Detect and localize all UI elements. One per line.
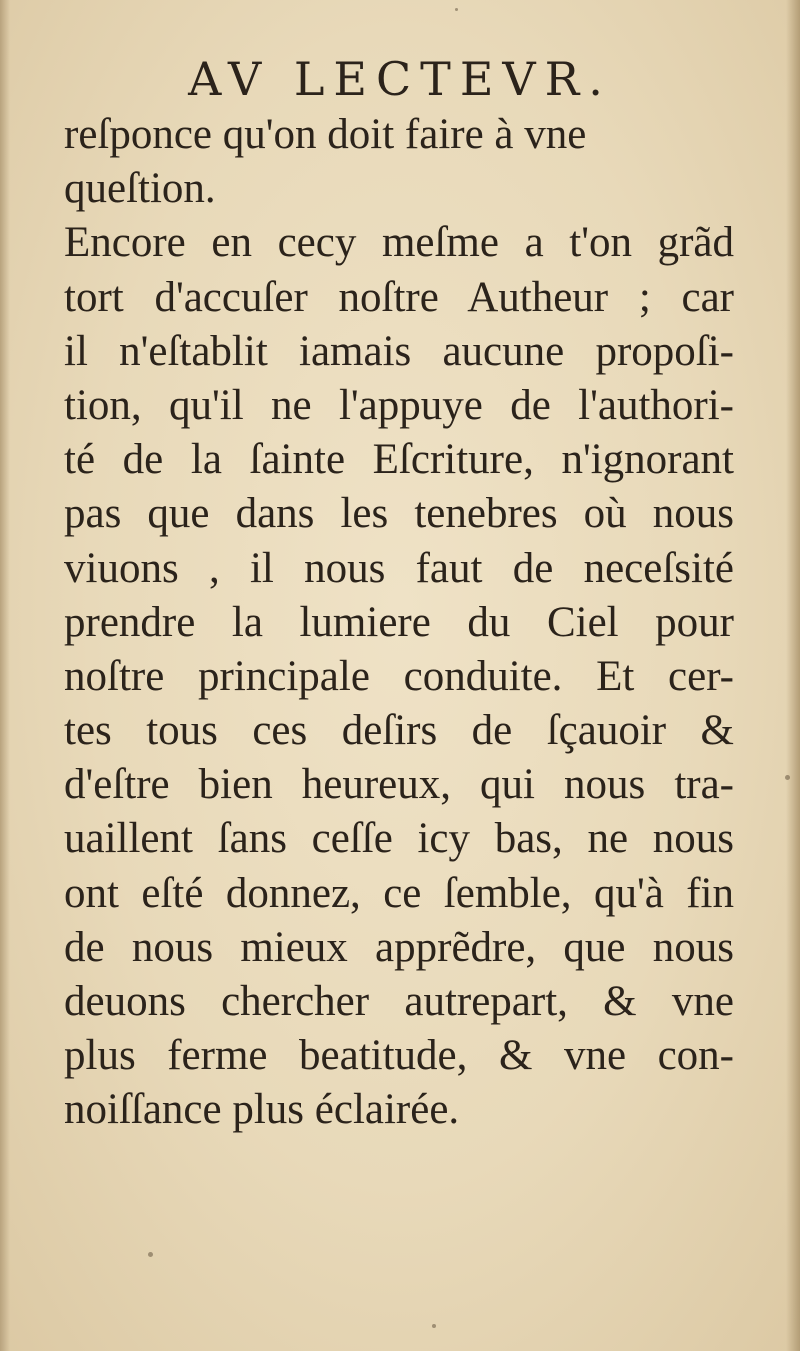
text-line: noſtre principale conduite. Et cer- [64,652,734,700]
page-left-edge-shadow [0,0,10,1351]
text-line: té de la ſainte Eſcriture, n'ignorant [64,436,734,484]
text-line: tort d'accuſer noſtre Autheur ; car [64,273,734,321]
text-line: de nous mieux apprẽdre, que nous [64,923,734,971]
text-line: d'eſtre bien heureux, qui nous tra- [64,761,734,809]
running-head: AV LECTEVR. [188,52,612,106]
text-line: prendre la lumiere du Ciel pour [64,598,734,646]
text-line: il n'eſtablit iamais aucune propoſi- [64,327,734,375]
text-line: reſponce qu'on doit faire à vne [64,111,587,158]
text-line: tion, qu'il ne l'appuye de l'authori- [64,381,734,429]
paper-speck [432,1324,436,1328]
text-line: viuons , il nous faut de neceſsité [64,544,734,592]
text-line: Encore en cecy meſme a t'on grãd [64,219,734,267]
text-line: queſtion. [64,165,216,213]
text-line: uaillent ſans ceſſe icy bas, ne nous [64,815,734,863]
text-line: noiſſance plus éclairée. [64,1086,460,1134]
paper-speck [785,775,790,780]
paper-speck [455,8,458,11]
body-text [64,108,734,1138]
text-line: plus ferme beatitude, & vne con- [64,1032,734,1080]
text-line: tes tous ces deſirs de ſçauoir & [64,707,734,755]
text-line: pas que dans les tenebres où nous [64,490,734,538]
paper-speck [148,1252,153,1257]
page-right-edge-shadow [786,0,800,1351]
text-line: ont eſté donnez, ce ſemble, qu'à fin [64,869,734,917]
text-line: deuons chercher autrepart, & vne [64,978,734,1025]
